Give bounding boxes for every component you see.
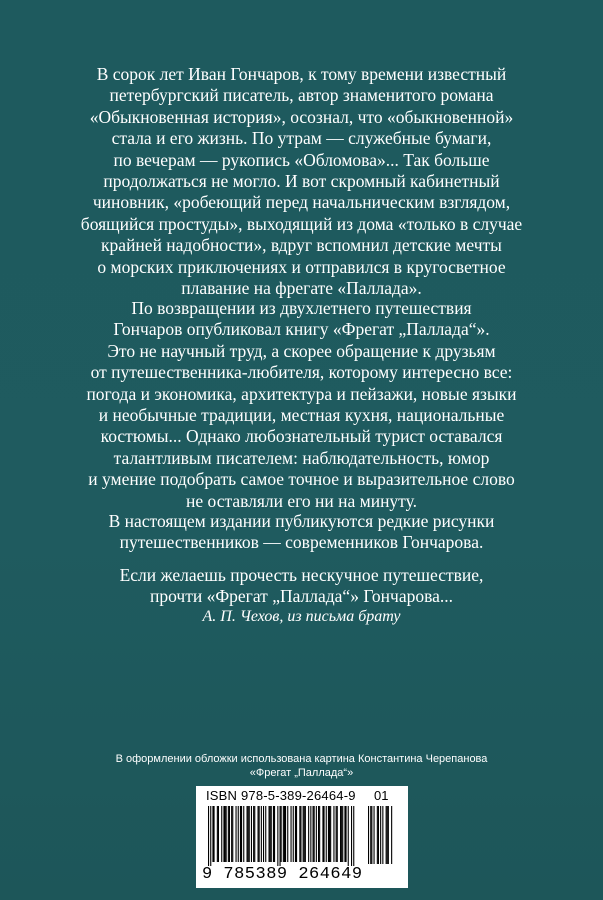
barcode-bar [322,806,323,862]
addon-code: 01 [374,788,389,803]
barcode-bar [280,806,281,866]
barcode-bar [232,806,233,862]
barcode-bar [300,806,301,862]
isbn-label: ISBN 978-5-389-26464-9 [206,788,356,803]
barcode-bar [210,806,211,866]
barcode-bar [270,806,271,862]
addon-bar [378,806,379,864]
barcode-bar [344,806,345,862]
barcode-digits: 9 785389 264649 [202,865,363,884]
paragraph-1 [0,64,603,299]
barcode-bar [218,806,219,862]
text-line: чиновник, «робеющий перед начальническим взглядом, [92,192,511,213]
cover-art-credit [0,752,603,780]
barcode-bar [330,806,331,862]
text-line: костюмы... Однако любознательный турист оставался [100,426,503,447]
barcode-bar [326,806,327,862]
barcode-bar [291,806,292,862]
barcode-bar [269,806,270,862]
barcode-bar [249,806,250,862]
barcode-bar [324,806,325,862]
barcode-bar [310,806,311,862]
barcode-bar [271,806,272,862]
addon-bar [380,806,381,864]
barcode-bar [217,806,218,862]
barcode-bar [263,806,264,862]
barcode-bar [314,806,315,862]
barcode-bar [236,806,237,862]
addon-bar [386,806,387,864]
barcode-bar [241,806,242,862]
barcode-bar [329,806,330,862]
text-line: и умение подобрать самое точное и выразительное слово [88,469,515,490]
barcode-bar [305,806,306,862]
barcode-bar [342,806,343,862]
barcode-bar [253,806,254,862]
addon-bar [374,806,375,864]
text-line: «Обыкновенная история», осознал, что «обыкновенной» [89,106,514,127]
text-line: боящийся простуды», выходящий из дома «только в случае [80,213,523,234]
text-line: прочти «Фрегат „Паллада“» Гончарова... [149,586,454,607]
addon-bar [370,806,371,864]
barcode-bar [265,806,266,862]
addon-bar [388,806,389,864]
barcode-bar [274,806,275,862]
barcode-bar [313,806,314,862]
barcode-bar [273,806,274,862]
paragraph-3 [0,511,603,554]
barcode-bar [223,806,224,862]
barcode-bar [337,806,338,862]
text-line: от путешественника-любителя, которому интересно все: [90,362,513,383]
barcode-bar [346,806,347,862]
barcode-bars [206,806,398,866]
barcode-bar [285,806,286,862]
barcode-bar [226,806,227,862]
text-line: По возвращении из двухлетнего путешествия [131,298,472,318]
barcode-bar [254,806,255,862]
barcode-bar [251,806,252,862]
barcode-bar [333,806,334,862]
isbn-barcode [196,786,408,888]
barcode-bar [229,806,230,862]
addon-bar [391,806,392,864]
text-line: о морских приключениях и отправился в кругосветное [97,256,506,277]
barcode-bar [287,806,288,862]
text-line: стала и его жизнь. По утрам — служебные бумаги, [111,128,492,149]
addon-bar [382,806,383,864]
barcode-bar [261,806,262,862]
barcode-bar [296,806,297,862]
text-line: путешественников — современников Гончарова. [119,532,484,553]
paragraph-2 [0,298,603,512]
credit-line-1: В оформлении обложки использована картина Константина Черепанова [115,753,488,765]
credit-line-2: «Фрегат „Паллада“» [249,767,354,779]
text-line: погода и экономика, архитектура и пейзажи, новые языки [86,383,517,404]
barcode-bar [348,806,349,866]
barcode-bar [258,806,259,862]
barcode-bar [240,806,241,862]
barcode-bar [328,806,329,862]
text-line: петербургский писатель, автор знаменитого романа [109,85,494,106]
text-line: плавание на фрегате «Паллада». [181,278,422,299]
text-line: Это не научный труд, а скорее обращение к друзьям [107,340,496,361]
barcode-bar [212,806,213,862]
barcode-bar [228,806,229,862]
barcode-bar [214,806,215,862]
barcode-bar [295,806,296,862]
addon-bar [387,806,388,864]
text-line: крайней надобности», вдруг вспомнил детские мечты [101,235,502,256]
barcode-bar [318,806,319,862]
barcode-bar [277,806,278,866]
text-line: Гончаров опубликовал книгу «Фрегат „Паллада“». [113,319,490,340]
barcode-bar [303,806,304,862]
text-line: по вечерам — рукопись «Обломова»... Так больше [113,149,490,170]
barcode-bar [316,806,317,862]
barcode-bar [293,806,294,862]
barcode-bar [351,806,352,866]
barcode-bar [284,806,285,862]
barcode-bar [247,806,248,862]
addon-bar [377,806,378,864]
barcode-bar [248,806,249,862]
barcode-bar [340,806,341,862]
text-line: продолжаться не могло. И вот скромный кабинетный [103,171,500,192]
barcode-bar [283,806,284,862]
text-line: В настоящем издании публикуются редкие рисунки [108,511,495,531]
text-line: талантливым писателем: наблюдательность, юмор [113,447,490,468]
barcode-bar [353,806,354,866]
barcode-bar [341,806,342,862]
barcode-bar [336,806,337,862]
barcode-bar [238,806,239,862]
barcode-bar [319,806,320,862]
barcode-bar [231,806,232,862]
barcode-bar [208,806,209,866]
text-line: Если желаешь прочесть нескучное путешествие, [119,565,484,585]
barcode-bar [299,806,300,862]
text-line: В сорок лет Иван Гончаров, к тому времени известный [96,64,507,84]
barcode-bar [221,806,222,862]
quote [0,565,603,608]
addon-bar [371,806,372,864]
text-line: и необычные традиции, местная кухня, национальные [98,405,505,426]
barcode-bar [225,806,226,862]
barcode-bar [308,806,309,862]
barcode-bar [259,806,260,862]
text-line: не оставляли его ни на минуту. [186,490,417,511]
addon-bar [368,806,369,864]
quote-attribution: А. П. Чехов, из письма брату [202,608,401,625]
barcode-bar [281,806,282,862]
barcode-bar [243,806,244,862]
barcode-bar [304,806,305,862]
